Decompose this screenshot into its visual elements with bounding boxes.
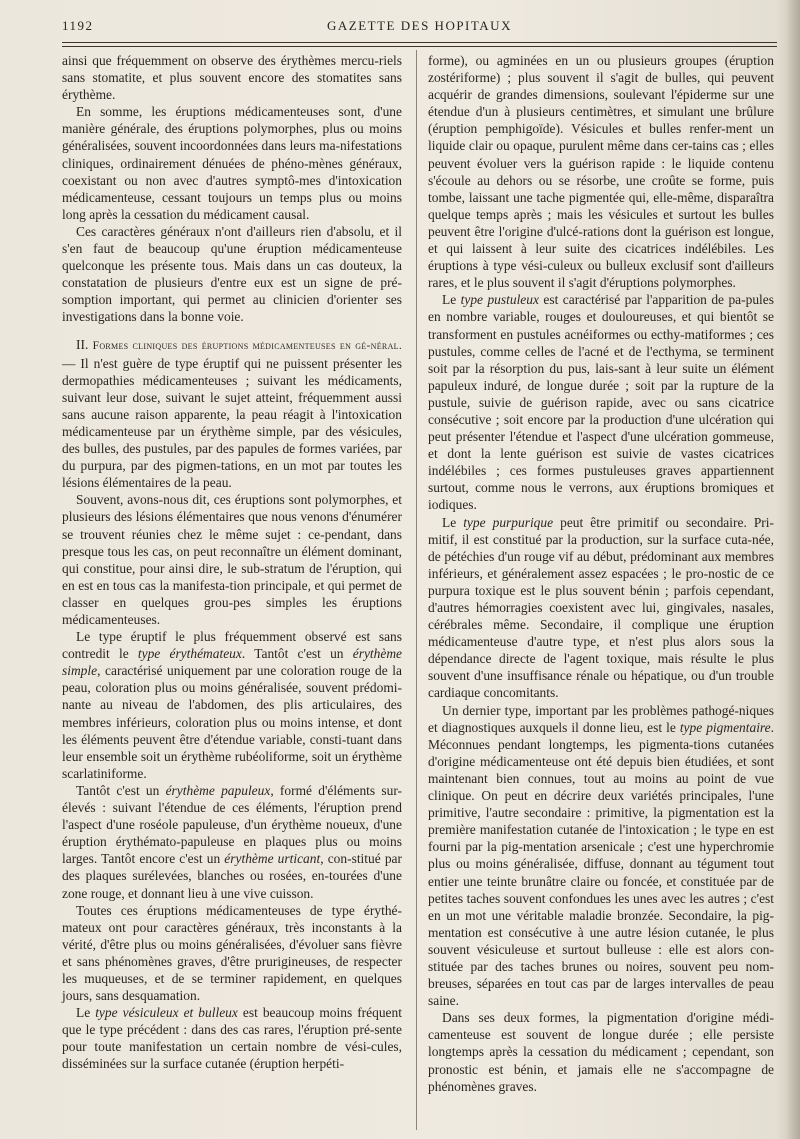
left-column bbox=[62, 52, 402, 1073]
italic-term: érythème urticant bbox=[224, 851, 321, 867]
italic-term: type vésiculeux et bulleux bbox=[95, 1005, 238, 1021]
text-run: est caractérisé par l'apparition de pa-pules en nombre variable, rouges et douloureuses, et qui bientôt se transforment en pustules acnéiformes ou ecthy-matiformes ; ces pustules, comme celles de l'acné et de l'ecthyma, se terminent soit par la résorption du pus, lais-sant à leur suite un élément papuleux induré, de longue durée ; soit par la rupture de la pustule, suivie de guérison rapide, avec ou sans cicatrice consécutive ; soit encore par la production d'une ulcération qui peut présenter l'étendue et l'aspect d'une ulcération gommeuse, et dont la lente guérison est suivie de vastes cicatrices indélébiles ; ces formes pustuleuses graves appartiennent surtout, comme nous le verrons, aux éruptions bromiques et iodiques. bbox=[428, 292, 774, 513]
italic-term: type érythémateux bbox=[137, 646, 242, 662]
text-run: peut être primitif ou secondaire. Pri-mitif, il est constitué par la production, sur la surface cuta-née, de pétéchies d'un rouge vif au début, prédominant aux membres inférieurs, et généralement assez espacées ; le pro-nostic de ce purpura toxique est le plus souvent bénin ; parfois cependant, d'autres hémorragies coexistent avec lui, gingivales, nasales, cérébrales même. Secondaire, il complique une éruption médicamenteuse d'autre type, et n'est plus alors sous la dépendance directe de l'agent toxique, mais résulte le plus souvent d'une insuffisance rénale ou hépatique, ou d'un trouble cardiaque concomitants. bbox=[428, 514, 774, 701]
page-number: 1192 bbox=[62, 18, 94, 33]
paragraph: forme), ou agminées en un ou plusieurs groupes (éruption zostériforme) ; plus souvent il s'agit de bulles, qui peuvent acquérir de grandes dimensions, soulevant l'épiderme sur une étendue d'un à plusieurs centimètres, et simulant une brûlure (éruption pemphigoïde). Vésicules et bulles renfer-ment un liquide clair ou opaque, purulent même dans cer-tains cas ; elles peuvent évoluer vers la guérison rapide : le liquide contenu s'écoule au dehors ou se résorbe, une croûte se forme, puis tombe, laissant une tache pigmentée qui, elle-même, disparaîtra quelque temps après ; mais les vésicules et surtout les bulles peuvent être l'origine d'ulcé-rations dont la guérison est longue, et qui laissent à leur suite des cicatrices indélébiles. Les éruptions à type vési-culeux ou bulleux exclusif sont d'ailleurs rares, et le plus souvent il s'agit d'éruptions polymorphes. bbox=[428, 53, 774, 291]
text-run: Le bbox=[442, 292, 461, 308]
text-run: Tantôt c'est un bbox=[76, 782, 166, 798]
paragraph bbox=[62, 628, 402, 782]
page-fold-shadow bbox=[786, 0, 800, 1139]
italic-term: type pigmentaire bbox=[679, 719, 771, 735]
text-run: Le type éruptif le plus fréquemment observé est sans contredit le bbox=[62, 629, 402, 662]
page-header bbox=[62, 18, 777, 38]
text-run: Le bbox=[76, 1005, 96, 1021]
section-paragraph bbox=[62, 336, 402, 492]
text-run: , caractérisé uniquement par une coloration rouge de la peau, coloration plus ou moins généralisée, souvent prédomi-nante au niveau de l'abdomen, des plis articulaires, des membres inférieurs, coloration plus ou moins intense, et dont les éléments peuvent être d'étendue variable, consti-tuant dans leur ensemble soit un érythème rubéoliforme, soit un érythème scarlatiniforme. bbox=[62, 663, 402, 781]
paragraph: Dans ses deux formes, la pigmentation d'origine médi-camenteuse est souvent de longue durée ; elle persiste longtemps après la cessation du médicament ; cependant, son pronostic est bénin, et jamais elle ne s'accompagne de phénomènes graves. bbox=[428, 1010, 774, 1094]
paragraph bbox=[428, 291, 774, 513]
running-title: GAZETTE DES HOPITAUX bbox=[327, 18, 512, 33]
text-run: , con-stitué par des plaques surélevées, blanches ou rosées, en-tourées d'une zone rouge, et donnant lieu à une vive cuisson. bbox=[62, 851, 402, 901]
paragraph bbox=[428, 514, 774, 702]
text-run: . Tantôt c'est un bbox=[241, 646, 353, 662]
section-number: II. bbox=[76, 336, 89, 352]
text-run: . Méconnues pendant longtemps, les pigmenta-tions cutanées d'origine médicamenteuse ont été depuis bien étudiées, et sont maintenant bien connues, tout au moins au point de vue clinique. On peut en décrire deux variétés principales, l'une primitive, l'autre secondaire : primitive, la pigmentation est la première manifestation cutanée de l'intoxication ; le type en est fourni par la pig-mentation arsenicale ; c'est une hyperchromie plus ou moins généralisée, diffuse, donnant au tégument tout entier une teinte brunâtre claire ou foncée, et constituée par de petites taches souvent confondues les unes avec les autres ; c'est en un mot une véritable maladie bronzée. Secondaire, la pig-mentation est consécutive à une autre lésion cutanée, le plus souvent vésiculeuse et surtout bulleuse : elle est alors con-stituée par des taches brunes ou noires, souvent peu nom-breuses, séparées en tout cas par de larges intervalles de peau saine. bbox=[428, 719, 774, 1009]
paragraph: Toutes ces éruptions médicamenteuses de type érythé-mateux ont pour caractères généraux, très inconstants à la vérité, d'être plus ou moins généralisées, d'évoluer sans fièvre et sans phénomènes graves, d'être prurigineuses, de respecter les muqueuses, et de se terminer rapidement, en quelques jours, sans desquamation. bbox=[62, 902, 402, 1004]
paragraph bbox=[62, 782, 402, 902]
text-run: Un dernier type, important par les problèmes pathogé-niques et diagnostiques auxquels il donne lieu, est le bbox=[428, 702, 774, 735]
column-divider bbox=[416, 50, 417, 1130]
italic-term: type pustuleux bbox=[460, 292, 539, 308]
header-rule-top bbox=[62, 42, 777, 43]
italic-term: érythème simple bbox=[62, 646, 402, 679]
paragraph: Ces caractères généraux n'ont d'ailleurs rien d'absolu, et il s'en faut de beaucoup qu'une éruption médicamenteuse quelconque les présente tous. Mais dans un cas douteux, la constatation de plusieurs d'entre eux est un signe de pré-somption important, qui permet au clinicien d'orienter ses investigations dans la bonne voie. bbox=[62, 223, 402, 325]
paragraph: Souvent, avons-nous dit, ces éruptions sont polymorphes, et plusieurs des lésions élémentaires que nous venons d'énumérer se trouvent réunies chez le même sujet : ce-pendant, dans presque tous les cas, on peut reconnaître un élément dominant, qui constitue, pour ainsi dire, le sub-stratum de l'éruption, qui en est en tous cas la manifesta-tion principale, et qui permet de classer en quelques grou-pes simples les éruptions médicamenteuses. bbox=[62, 492, 402, 627]
paragraph: ainsi que fréquemment on observe des érythèmes mercu-riels sans stomatite, et plus souvent encore des stomatites sans érythème. bbox=[62, 53, 402, 103]
text-run: Le bbox=[442, 514, 464, 530]
paragraph bbox=[428, 702, 774, 1010]
text-run: , formé d'éléments sur-élevés : suivant l'étendue de ces éléments, l'éruption prend l'aspect d'une roséole papuleuse, d'un érythème noueux, d'une éruption érythémato-papuleuse en plaques plus ou moins larges. Tantôt encore c'est un bbox=[62, 782, 402, 867]
paragraph bbox=[62, 1004, 402, 1072]
section-text: — Il n'est guère de type éruptif qui ne puissent présenter les dermopathies médicamenteuses ; suivant les médicaments, suivant leur dose, suivant le sujet atteint, fréquemment aussi sans aucune raison apparente, la peau réagit à l'intoxication médicamenteuse par un érythème simple, par des vésicules, des bulles, des pustules, par des papules de formes variées, par du purpura, par des pigmen-tations, en un mot par toutes les lésions élémentaires de la peau. bbox=[62, 355, 402, 491]
section-heading: Formes cliniques des éruptions médicamenteuses en gé-néral. bbox=[92, 339, 403, 352]
header-rule-bottom bbox=[62, 46, 777, 47]
right-column bbox=[428, 52, 774, 1095]
text-run: est beaucoup moins fréquent que le type précédent : dans des cas rares, l'éruption pré-sente pour toute manifestation un certain nombre de vési-cules, disséminées sur la surface cutanée (éruption herpéti- bbox=[62, 1005, 402, 1072]
italic-term: type purpurique bbox=[463, 514, 554, 530]
paragraph: En somme, les éruptions médicamenteuses sont, d'une manière générale, des éruptions polymorphes, plus ou moins généralisées, souvent incoordonnées dans leurs ma-nifestations cliniques, ordinairement dénuées de phéno-mènes généraux, coexistant ou non avec d'autres symptô-mes d'intoxication médicamenteuse, cessant toujours un temps plus ou moins long après la cessation du médicament causal. bbox=[62, 104, 402, 222]
italic-term: érythème papuleux bbox=[165, 782, 271, 798]
